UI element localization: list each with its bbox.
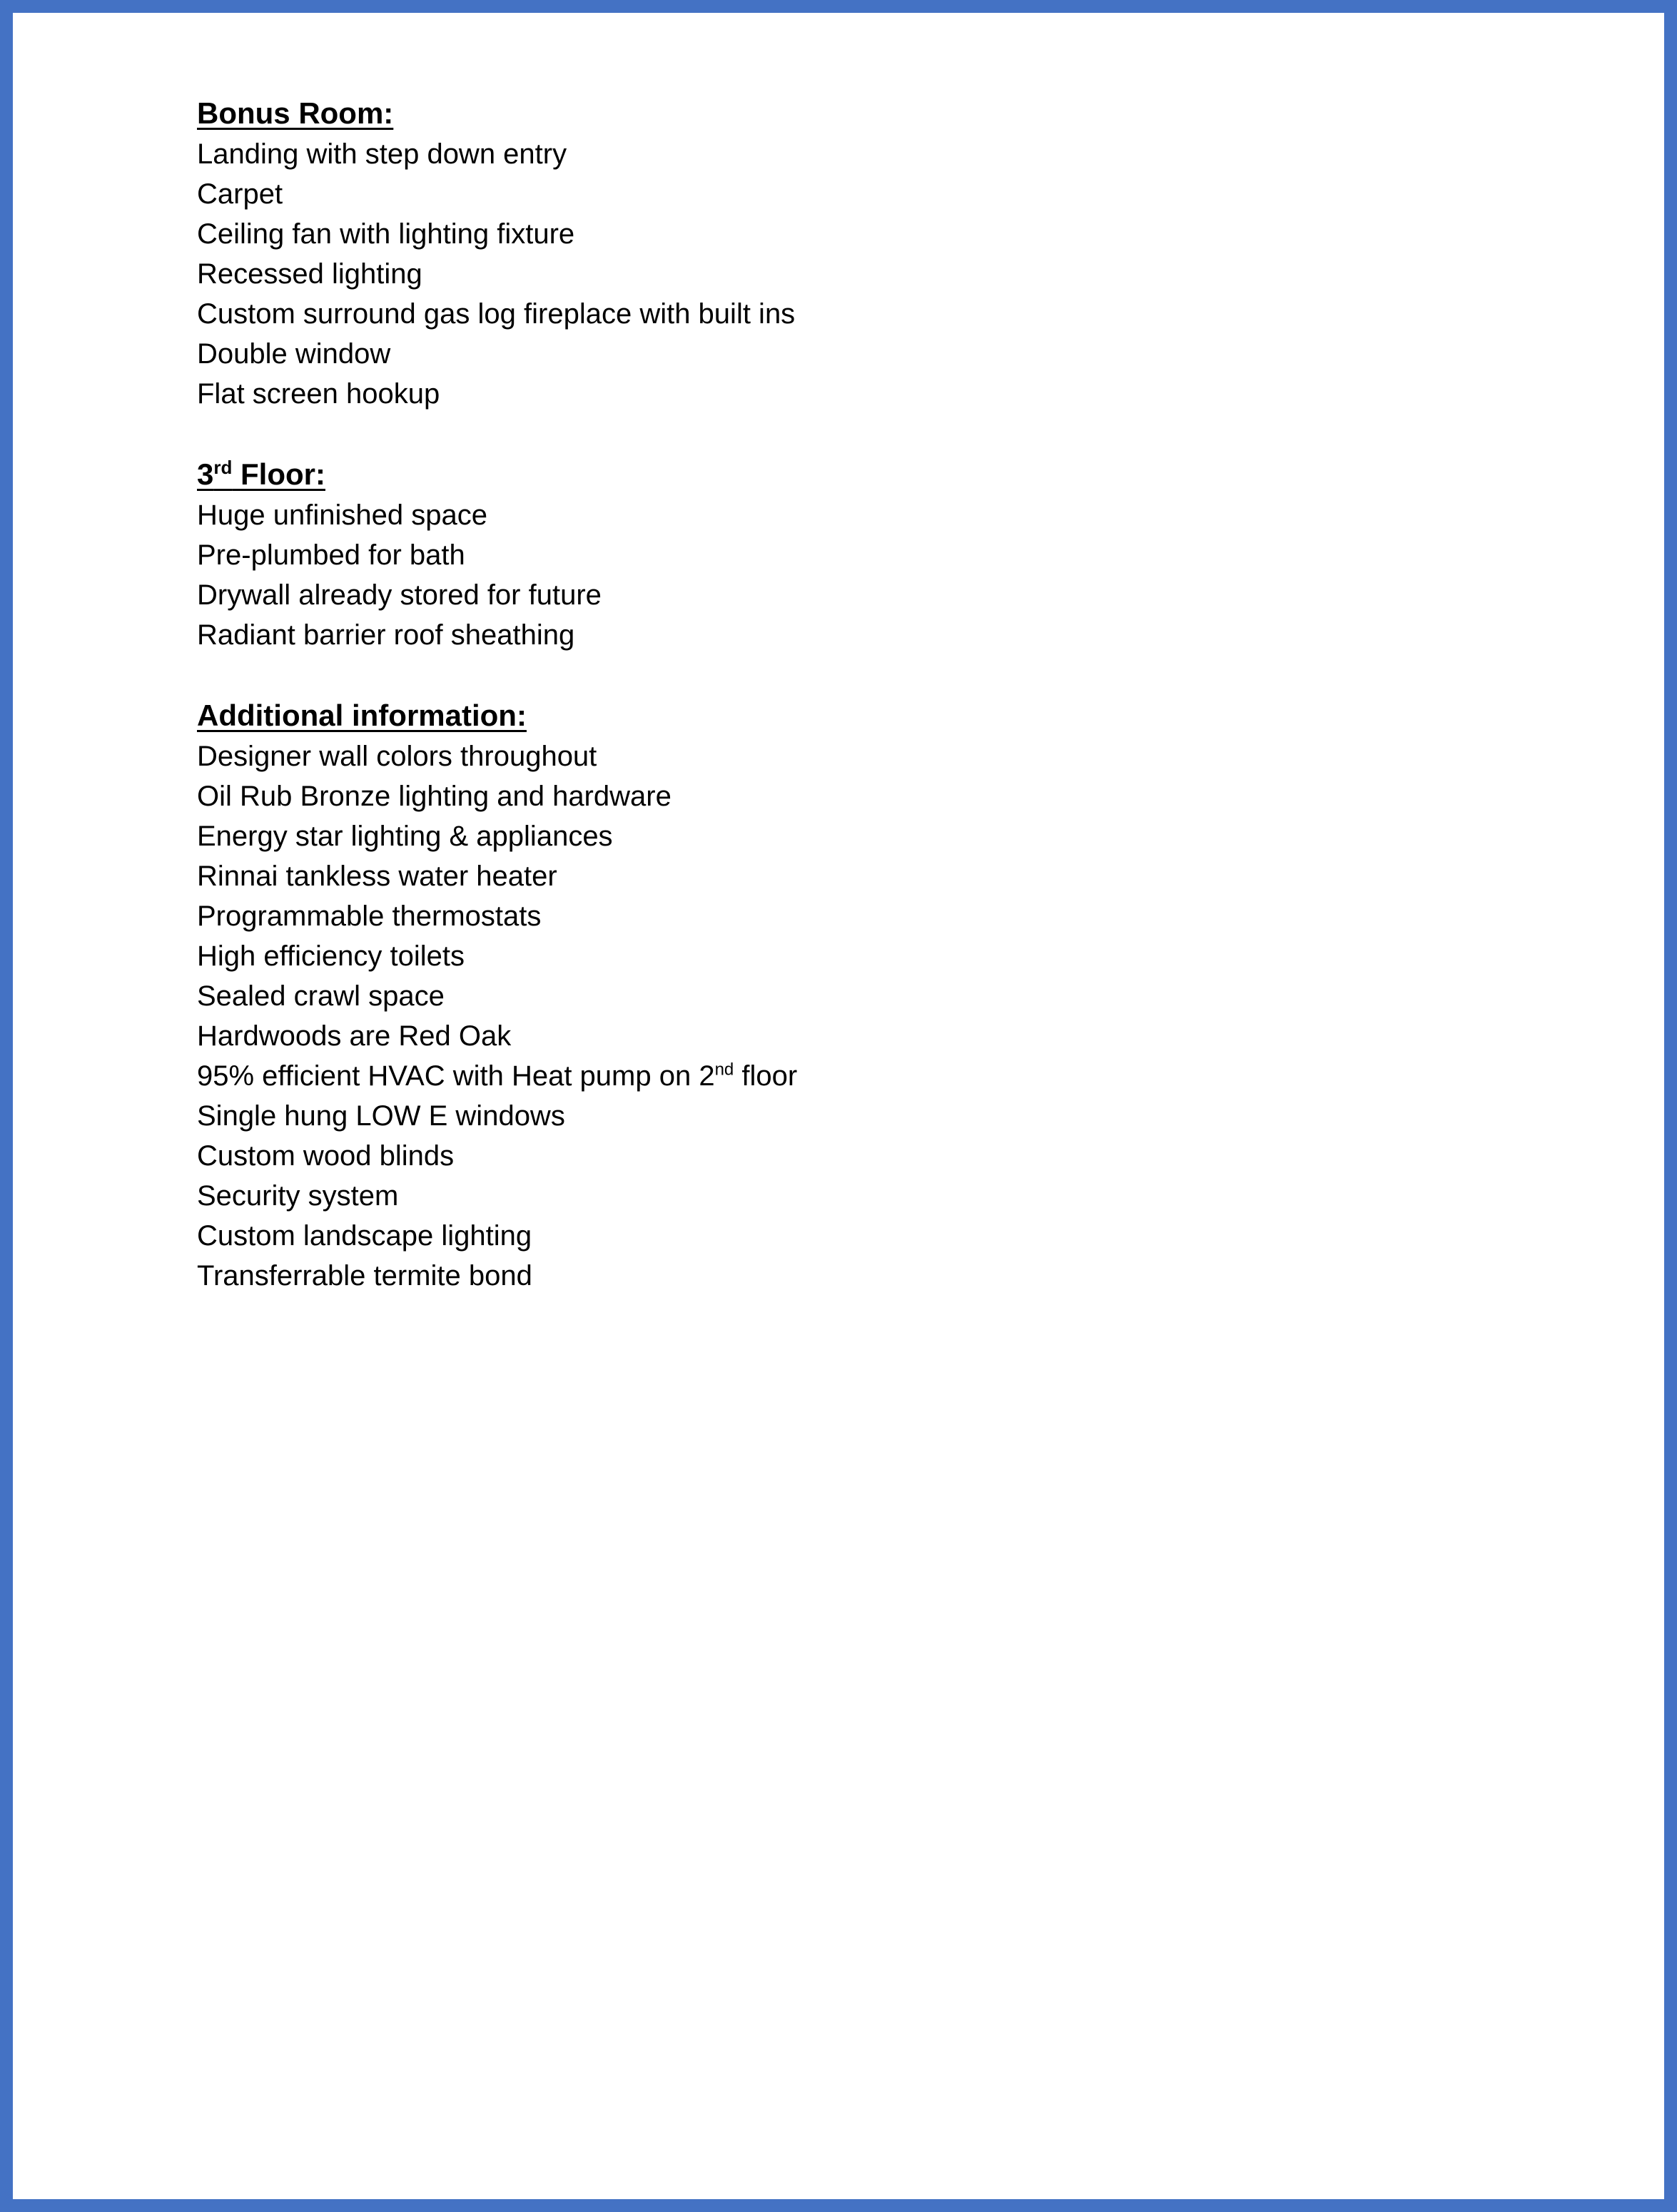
additional-information-list [197,736,1553,1296]
list-item: Custom surround gas log fireplace with built ins [197,298,796,330]
bonus-room-section [197,93,1553,414]
list-item: Designer wall colors throughout [197,741,597,772]
list-item: Flat screen hookup [197,378,440,410]
third-floor-section [197,454,1553,655]
third-floor-heading-text [197,457,325,491]
third-floor-list [197,495,1553,655]
list-item: Custom wood blinds [197,1140,455,1172]
list-item: High efficiency toilets [197,940,465,972]
list-item: Oil Rub Bronze lighting and hardware [197,781,672,812]
list-item: Landing with step down entry [197,138,567,170]
bonus-room-heading-text: Bonus Room: [197,96,394,130]
additional-information-heading [197,695,1553,736]
third-floor-heading-superscript: rd [213,457,233,478]
list-item: Pre-plumbed for bath [197,539,465,571]
list-item: Programmable thermostats [197,900,542,932]
hvac-item-text: 95% efficient HVAC with Heat pump on 2 [197,1060,715,1092]
hvac-list-item [197,1056,1553,1096]
third-floor-heading-label: Floor: [240,457,325,491]
list-item: Carpet [197,178,283,210]
bonus-room-list [197,134,1553,414]
list-item: Rinnai tankless water heater [197,861,557,892]
list-item: Single hung LOW E windows [197,1100,565,1132]
hvac-item-superscript: nd [714,1060,734,1080]
list-item: Huge unfinished space [197,499,487,531]
additional-information-section [197,695,1553,1296]
list-item: Custom landscape lighting [197,1220,532,1252]
list-item: Energy star lighting & appliances [197,821,613,852]
third-floor-heading [197,454,1553,495]
list-item: Radiant barrier roof sheathing [197,619,575,651]
list-item: Hardwoods are Red Oak [197,1020,512,1052]
third-floor-heading-number: 3 [197,457,214,491]
additional-information-heading-text: Additional information: [197,699,527,732]
hvac-item-suffix: floor [734,1060,798,1092]
list-item: Drywall already stored for future [197,579,602,611]
list-item: Recessed lighting [197,258,422,290]
list-item: Transferrable termite bond [197,1260,532,1292]
list-item: Double window [197,338,391,370]
list-item: Sealed crawl space [197,980,445,1012]
document-content [197,93,1553,1336]
list-item: Ceiling fan with lighting fixture [197,218,575,250]
bonus-room-heading [197,93,1553,134]
list-item: Security system [197,1180,399,1212]
